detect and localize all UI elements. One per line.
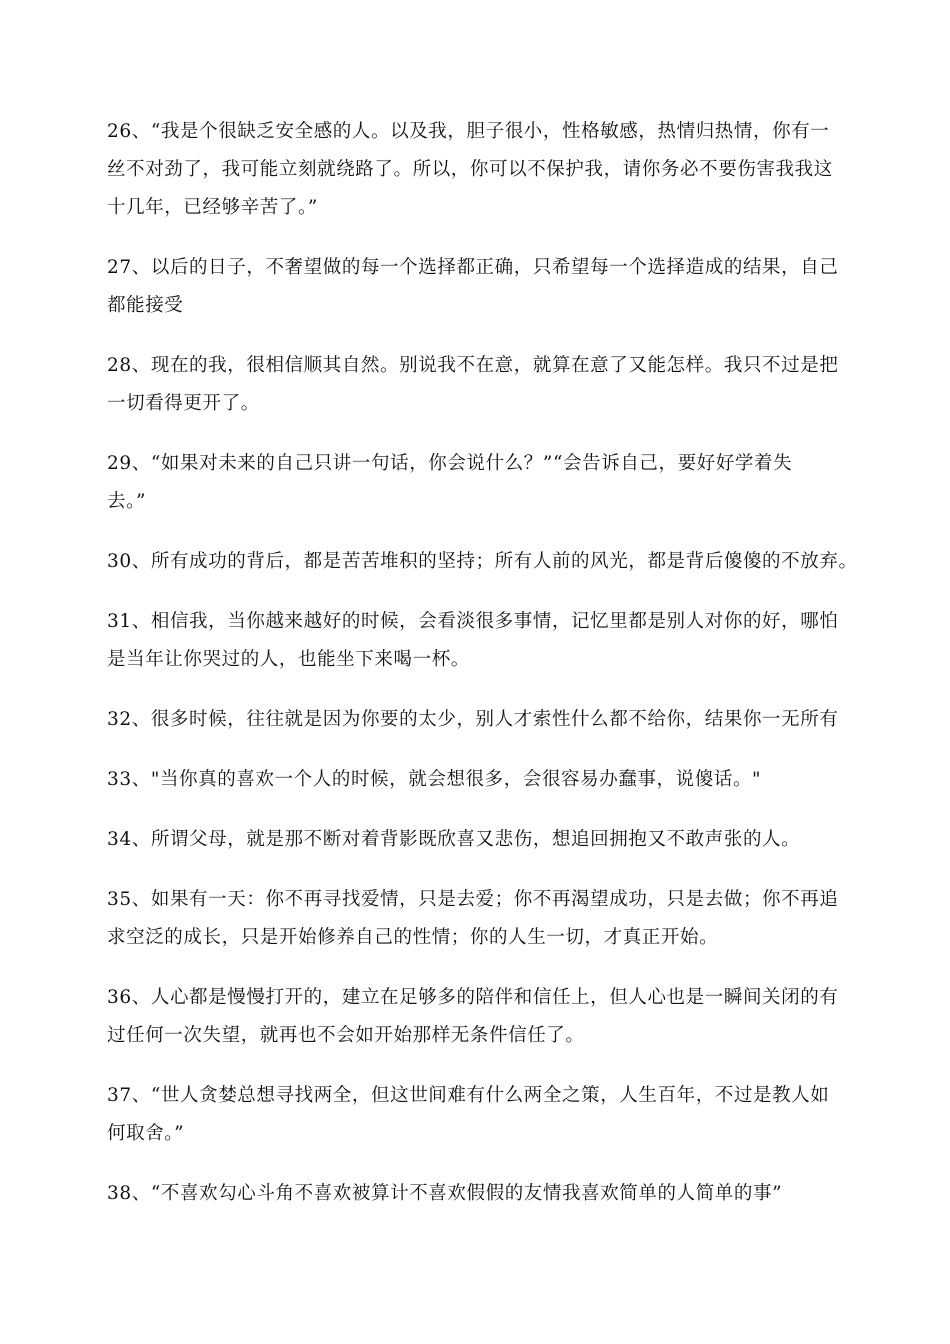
text-line: 35、如果有一天：你不再寻找爱情，只是去爱；你不再渴望成功，只是去做；你不再追 bbox=[107, 889, 839, 910]
text-line: 32、很多时候，往往就是因为你要的太少，别人才索性什么都不给你，结果你一无所有 bbox=[107, 709, 839, 730]
quote-item-30 bbox=[107, 543, 858, 581]
quote-item-26 bbox=[107, 113, 847, 227]
quote-item-34 bbox=[107, 821, 847, 859]
quote-item-29 bbox=[107, 445, 847, 521]
text-line: 26、“我是个很缺乏安全感的人。以及我，胆子很小，性格敏感，热情归热情，你有一 bbox=[107, 121, 830, 142]
text-line: 31、相信我，当你越来越好的时候，会看淡很多事情，记忆里都是别人对你的好，哪怕 bbox=[107, 611, 839, 632]
quote-item-37 bbox=[107, 1077, 847, 1153]
text-line: 28、现在的我，很相信顺其自然。别说我不在意，就算在意了又能怎样。我只不过是把 bbox=[107, 355, 839, 376]
quote-item-28 bbox=[107, 347, 847, 423]
quote-item-33 bbox=[107, 761, 847, 799]
text-line: 丝不对劲了，我可能立刻就绕路了。所以，你可以不保护我，请你务必不要伤害我我这 bbox=[107, 159, 833, 180]
quote-item-27 bbox=[107, 249, 847, 325]
text-line: 30、所有成功的背后，都是苦苦堆积的坚持；所有人前的风光，都是背后傻傻的不放弃。 bbox=[107, 551, 858, 572]
text-line: 29、“如果对未来的自己只讲一句话，你会说什么？”“会告诉自己，要好好学着失 bbox=[107, 453, 793, 474]
text-line: 一切看得更开了。 bbox=[107, 393, 260, 414]
text-line: 27、以后的日子，不奢望做的每一个选择都正确，只希望每一个选择造成的结果，自己 bbox=[107, 257, 839, 278]
document-page bbox=[107, 113, 858, 1235]
text-line: 都能接受 bbox=[107, 295, 184, 316]
text-line: 何取舍。” bbox=[107, 1123, 185, 1144]
quote-item-36 bbox=[107, 979, 847, 1055]
text-line: 十几年，已经够辛苦了。” bbox=[107, 197, 318, 218]
text-line: 38、“不喜欢勾心斗角不喜欢被算计不喜欢假假的友情我喜欢简单的人简单的事” bbox=[107, 1183, 783, 1204]
quote-item-32 bbox=[107, 701, 847, 739]
text-line: 37、“世人贪婪总想寻找两全，但这世间难有什么两全之策，人生百年，不过是教人如 bbox=[107, 1085, 830, 1106]
text-line: 过任何一次失望，就再也不会如开始那样无条件信任了。 bbox=[107, 1025, 585, 1046]
quote-item-38 bbox=[107, 1175, 847, 1213]
text-line: 是当年让你哭过的人，也能坐下来喝一杯。 bbox=[107, 649, 470, 670]
text-line: 34、所谓父母，就是那不断对着背影既欣喜又悲伤，想追回拥抱又不敢声张的人。 bbox=[107, 829, 801, 850]
text-line: 去。” bbox=[107, 491, 147, 512]
text-line: 36、人心都是慢慢打开的，建立在足够多的陪伴和信任上，但人心也是一瞬间关闭的有 bbox=[107, 987, 839, 1008]
text-line: 求空泛的成长，只是开始修养自己的性情；你的人生一切，才真正开始。 bbox=[107, 927, 719, 948]
quote-item-35 bbox=[107, 881, 847, 957]
quote-item-31 bbox=[107, 603, 847, 679]
text-line: 33、"当你真的喜欢一个人的时候，就会想很多，会很容易办蠢事，说傻话。" bbox=[107, 769, 762, 790]
